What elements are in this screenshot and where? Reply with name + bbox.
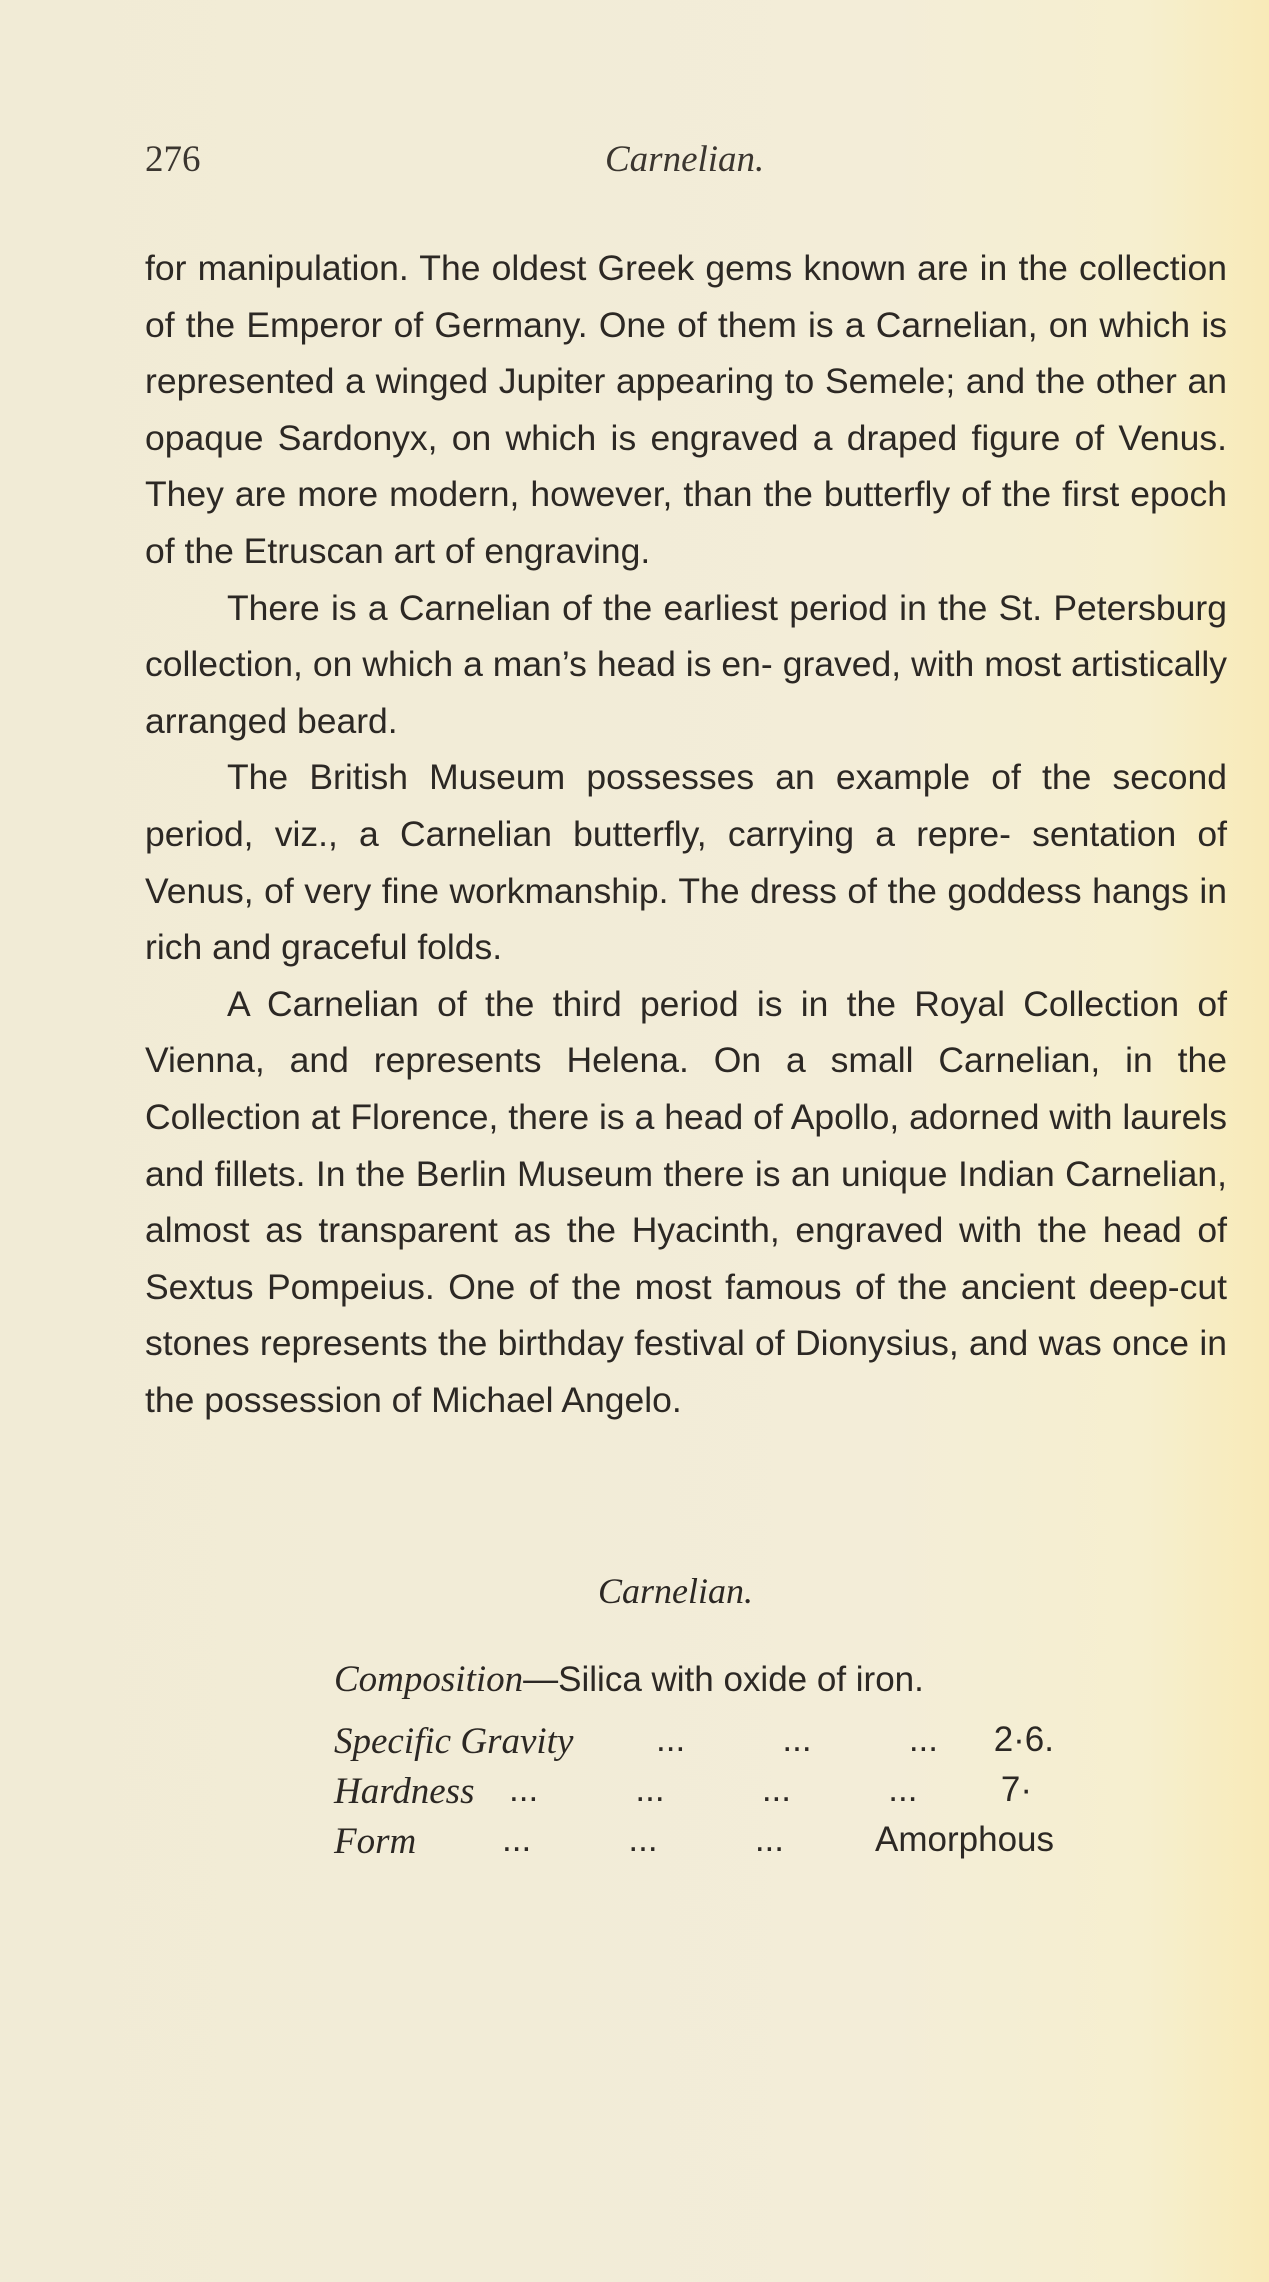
hardness-value: 7· — [1000, 1770, 1032, 1809]
gravity-row — [334, 1720, 1054, 1772]
running-head: Carnelian. — [605, 139, 765, 180]
paragraph-1: for manipulation. The oldest Greek gems known are in the collection of the Emperor of Germany. One of them is a Carnelian, on which is represented a winged Jupiter appearing to Semele; and the other an opaque Sardonyx, on which is engraved a draped figure of Venus. They are more modern, however, than the butterfly of the first epoch of the Etruscan art of engraving. — [145, 248, 1227, 571]
gravity-label: Specific Gravity — [334, 1721, 574, 1762]
composition-value: —Silica with oxide of iron. — [523, 1660, 924, 1699]
paragraph-3: The British Museum possesses an example of the second period, viz., a Carnelian butterfly, carrying a repre- sentation of Venus, of very fine workmanship. The dress of the goddess hangs in rich and graceful folds. — [145, 757, 1227, 968]
paragraph-4: A Carnelian of the third period is in the Royal Collection of Vienna, and represents Helena. On a small Carnelian, in the Collection at Florence, there is a head of Apollo, adorned with laurels and fillets. In the Berlin Museum there is an unique Indian Carnelian, almost as transparent as the Hyacinth, engraved with the head of Sextus Pompeius. One of the most famous of the ancient deep-cut stones represents the birthday festival of Dionysius, and was once in the possession of Michael Angelo. — [145, 983, 1227, 1420]
form-dots: ... ... ... — [502, 1820, 784, 1859]
hardness-label: Hardness — [334, 1771, 475, 1812]
composition-label: Composition — [334, 1659, 524, 1700]
page-number: 276 — [145, 139, 201, 180]
hardness-dots: ... ... ... ... — [509, 1770, 918, 1809]
composition-row — [334, 1658, 1054, 1710]
gravity-value: 2·6. — [993, 1720, 1054, 1759]
form-label: Form — [334, 1821, 417, 1862]
page-header — [145, 138, 1230, 188]
properties-title: Carnelian. — [598, 1571, 754, 1611]
form-row — [334, 1820, 1054, 1872]
hardness-row — [334, 1770, 1054, 1822]
body-text — [145, 240, 1227, 1428]
gravity-dots: ... ... ... — [656, 1720, 938, 1759]
form-value: Amorphous — [875, 1820, 1054, 1859]
paragraph-2: There is a Carnelian of the earliest period in the St. Petersburg collection, on which a man’s head is en- graved, with most artistically arranged beard. — [145, 587, 1227, 741]
